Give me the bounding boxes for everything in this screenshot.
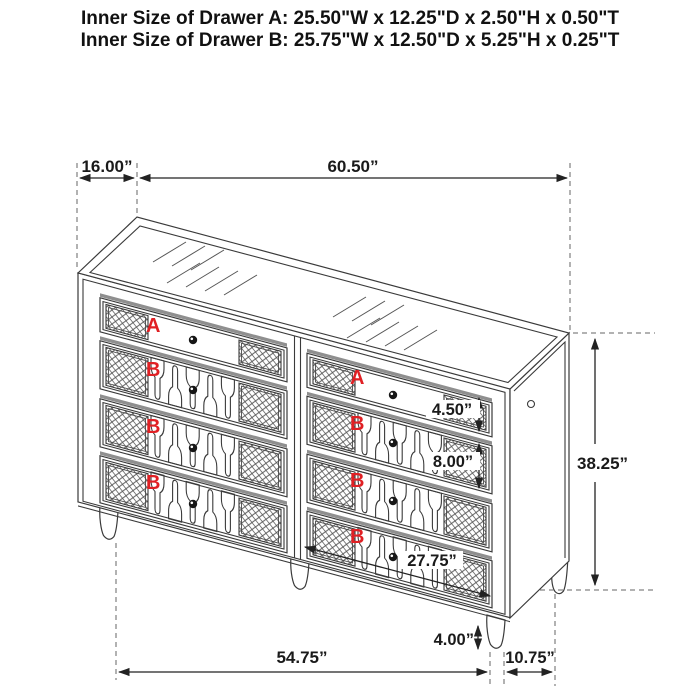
drawer-knob <box>389 497 397 505</box>
drawer-label: B <box>350 413 365 435</box>
drawer-knob <box>389 391 397 399</box>
drawer-label: B <box>146 472 161 494</box>
drawer-label: B <box>350 526 365 548</box>
drawer-knob <box>389 553 397 561</box>
dim-top-depth-label: 16.00” <box>81 157 133 176</box>
drawer-knob <box>189 386 197 394</box>
header-line-2: Inner Size of Drawer B: 25.75"W x 12.50"D x 5.25"H x 0.25"T <box>80 30 620 51</box>
dim-drawer-width-label: 27.75” <box>407 552 457 570</box>
drawer-label: B <box>146 359 161 381</box>
drawer-knob <box>189 444 197 452</box>
drawer-knob <box>189 500 197 508</box>
dim-drawer-b-label: 8.00” <box>432 453 474 471</box>
dim-top-width-label: 60.50” <box>327 157 379 176</box>
drawer-label: B <box>350 470 365 492</box>
header-line-1: Inner Size of Drawer A: 25.50"W x 12.25"D x 2.50"H x 0.50"T <box>80 8 619 29</box>
dim-height-label: 38.25” <box>577 454 629 473</box>
dim-front-width-label: 54.75” <box>276 648 328 667</box>
drawer-knob <box>389 439 397 447</box>
drawer-knob <box>189 336 197 344</box>
dim-side-depth-label: 10.75” <box>505 649 555 667</box>
drawer-label: A <box>146 315 161 337</box>
dim-leg-height-label: 4.00” <box>433 631 474 649</box>
dim-drawer-a-label: 4.50” <box>431 401 473 419</box>
drawer-label: A <box>350 367 365 389</box>
drawer-label: B <box>146 416 161 438</box>
